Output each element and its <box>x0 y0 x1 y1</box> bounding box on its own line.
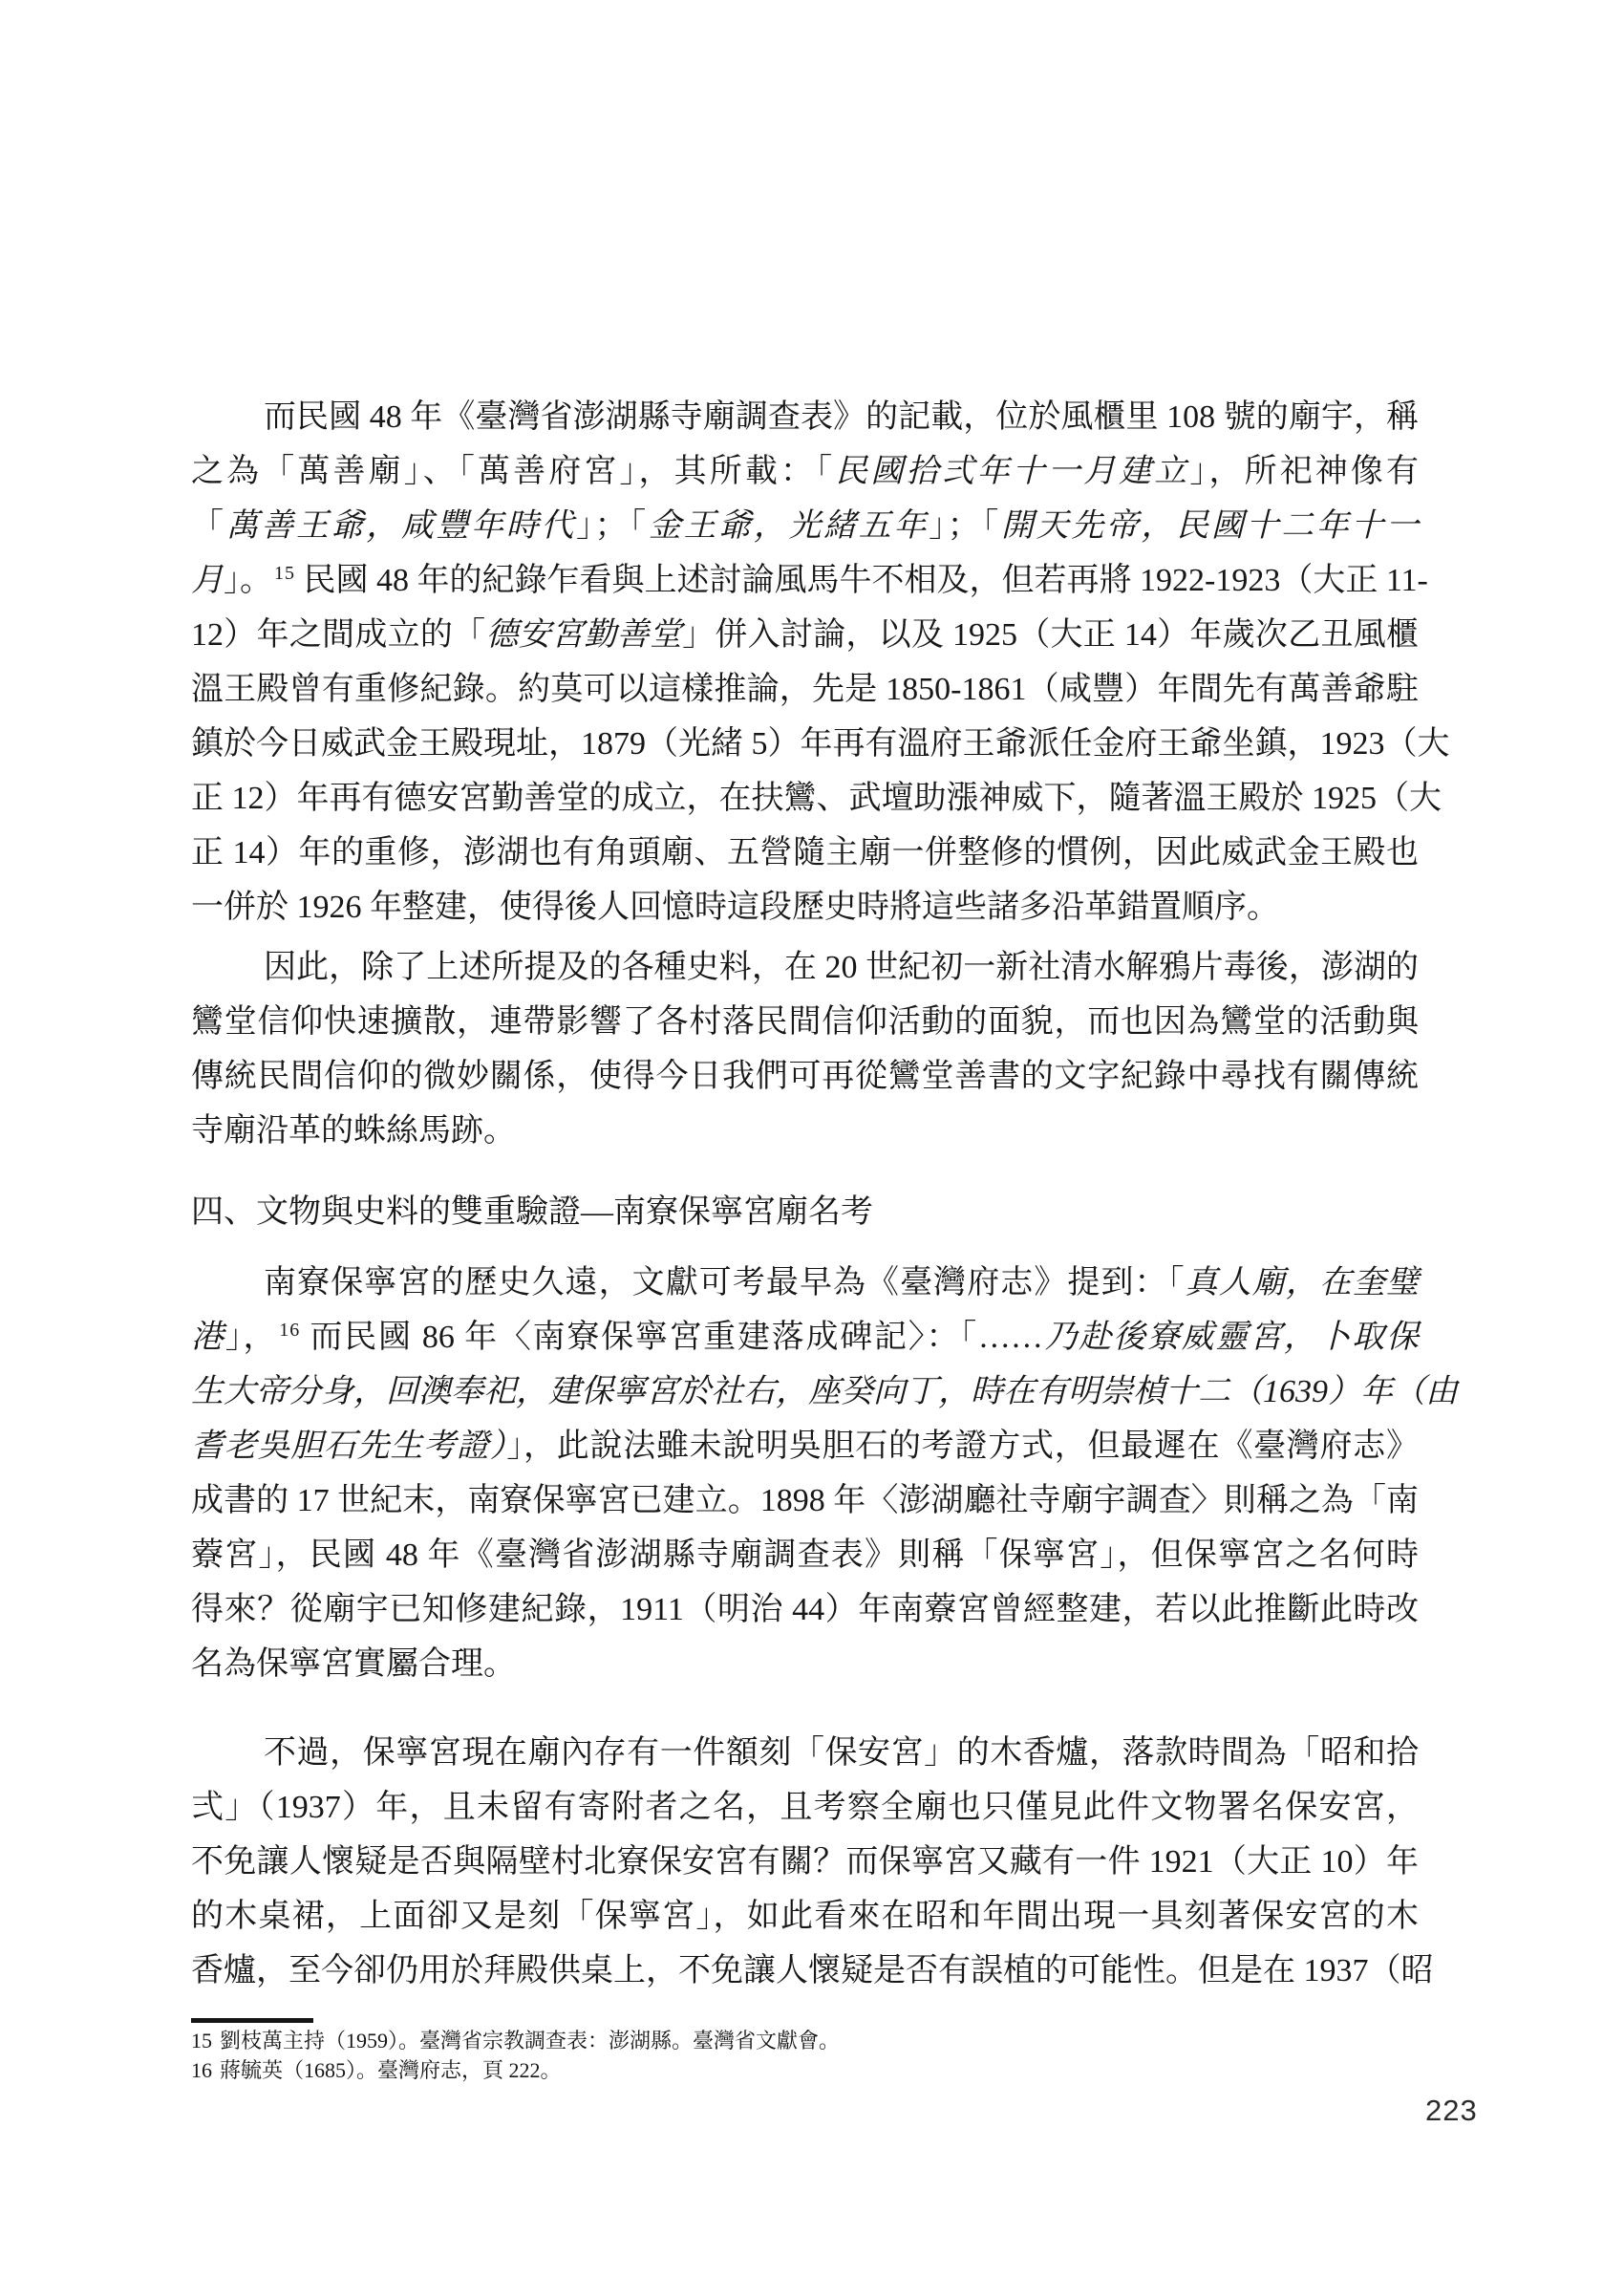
quote-segment: 乃赴後寮威靈宮，卜取保 <box>1042 1320 1420 1355</box>
text-segment: 而民國 86 年〈南寮保寧宮重建落成碑記〉：「…… <box>300 1320 1043 1355</box>
text-line <box>191 390 1419 444</box>
text-segment: 鸞堂信仰快速擴散，連帶影響了各村落民間信仰活動的面貌，而也因為鸞堂的活動與 <box>191 1004 1419 1040</box>
paragraph-1 <box>191 390 1450 935</box>
text-segment: 」。 <box>224 563 272 598</box>
text-line <box>191 1049 1419 1104</box>
text-line <box>191 1944 1434 1998</box>
text-line <box>191 826 1419 880</box>
footnotes <box>191 2026 1419 2085</box>
text-segment: 」；「 <box>576 508 649 544</box>
footnote-ref-16: 16 <box>279 1319 301 1341</box>
text-segment: 香爐，至今卻仍用於拜殿供桌上，不免讓人懷疑是否有誤植的可能性。但是在 1937（昭 <box>191 1953 1434 1988</box>
text-segment: 」併入討論，以及 1925（大正 14）年歲次乙丑風櫃 <box>682 617 1420 653</box>
text-line <box>191 940 1419 995</box>
text-segment: 之為「萬善廟」、「萬善府宮」，其所載：「 <box>191 454 836 489</box>
text-segment: 一併於 1926 年整建，使得後人回憶時這段歷史時將這些諸多沿革錯置順序。 <box>191 890 1279 925</box>
text-segment: 溫王殿曾有重修紀錄。約莫可以這樣推論，先是 1850-1861（咸豐）年間先有萬善爺駐 <box>191 672 1419 707</box>
text-line <box>191 1310 1419 1365</box>
text-segment: 南寮保寧宮的歷史久遠，文獻可考最早為《臺灣府志》提到：「 <box>264 1265 1186 1300</box>
text-segment: 的木桌裙，上面卻又是刻「保寧宮」，如此看來在昭和年間出現一具刻著保安宮的木 <box>191 1899 1419 1934</box>
paragraph-3 <box>191 1256 1458 1691</box>
text-line <box>191 1637 1419 1691</box>
footnote-number: 16 <box>191 2058 212 2082</box>
footnote-ref-15: 15 <box>274 562 295 584</box>
text-segment: 而民國 48 年《臺灣省澎湖縣寺廟調查表》的記載，位於風櫃里 108 號的廟宇，稱 <box>264 399 1419 435</box>
text-line <box>191 1365 1458 1419</box>
text-segment: 」，所祀神像有 <box>1189 454 1420 489</box>
text-line <box>191 1582 1419 1637</box>
text-line <box>191 717 1450 771</box>
footnote-text: 劉枝萬主持（1959）。臺灣省宗教調查表：澎湖縣。臺灣省文獻會。 <box>220 2029 841 2052</box>
quote-segment: 民國拾弍年十一月建立 <box>835 454 1190 489</box>
footnote-separator <box>191 2018 313 2023</box>
page-number: 223 <box>1425 2094 1478 2127</box>
text-segment: 藔宮」，民國 48 年《臺灣省澎湖縣寺廟調查表》則稱「保寧宮」，但保寧宮之名何時 <box>191 1537 1419 1573</box>
text-segment: 正 14）年的重修，澎湖也有角頭廟、五營隨主廟一併整修的慣例，因此威武金王殿也 <box>191 835 1419 870</box>
text-segment: 傳統民間信仰的微妙關係，使得今日我們可再從鸞堂善書的文字紀錄中尋找有關傳統 <box>191 1059 1419 1094</box>
quote-segment: 港 <box>191 1320 225 1355</box>
text-segment: 」；「 <box>929 508 1001 544</box>
text-line <box>191 771 1442 826</box>
text-line <box>191 499 1419 553</box>
text-segment: 」， <box>224 1320 278 1355</box>
text-line <box>191 1419 1419 1473</box>
quote-segment: 開天先帝，民國十二年十一 <box>1001 508 1420 544</box>
text-line <box>191 444 1419 499</box>
text-segment: 成書的 17 世紀末，南寮保寧宮已建立。1898 年〈澎湖廳社寺廟宇調查〉則稱之為「南 <box>191 1483 1419 1518</box>
quote-segment: 金王爺，光緒五年 <box>648 508 930 544</box>
text-line <box>191 608 1419 662</box>
text-line <box>191 1835 1419 1889</box>
text-segment: 正 12）年再有德安宮勤善堂的成立，在扶鸞、武壇助漲神威下，隨著溫王殿於 1925（大 <box>191 781 1442 816</box>
quote-segment: 萬善王爺，咸豐年時代 <box>225 508 577 544</box>
footnote-15 <box>191 2026 1419 2055</box>
text-segment: 鎮於今日威武金王殿現址，1879（光緒 5）年再有溫府王爺派任金府王爺坐鎮，1923（大 <box>191 726 1450 762</box>
text-segment: 不過，保寧宮現在廟內存有一件額刻「保安宮」的木香爐，落款時間為「昭和拾 <box>264 1735 1419 1771</box>
text-line <box>191 880 1419 935</box>
text-segment: 得來？從廟宇已知修建紀錄，1911（明治 44）年南藔宮曾經整建，若以此推斷此時改 <box>191 1592 1419 1627</box>
text-line <box>191 553 1428 608</box>
quote-segment: 耆老吳胆石先生考證） <box>191 1429 507 1464</box>
section-heading: 四、文物與史料的雙重驗證—南寮保寧宮廟名考 <box>191 1194 873 1230</box>
footnote-16 <box>191 2055 1419 2085</box>
text-segment: 「 <box>191 508 226 544</box>
text-line <box>191 1528 1419 1582</box>
text-segment: 名為保寧宮實屬合理。 <box>191 1646 516 1682</box>
quote-segment: 月 <box>191 563 224 598</box>
text-line <box>191 1104 1419 1158</box>
text-line <box>191 1780 1419 1835</box>
text-line <box>191 1889 1419 1944</box>
text-segment: 民國 48 年的紀錄乍看與上述討論風馬牛不相及，但若再將 1922-1923（大正 11- <box>295 563 1428 598</box>
text-line <box>191 995 1419 1049</box>
footnote-text: 蔣毓英（1685）。臺灣府志，頁 222。 <box>220 2058 562 2082</box>
text-segment: 弍」（1937）年，且未留有寄附者之名，且考察全廟也只僅見此件文物署名保安宮， <box>191 1790 1419 1825</box>
text-line <box>191 1256 1419 1310</box>
text-segment: 因此，除了上述所提及的各種史料，在 20 世紀初一新社清水解鴉片毒後，澎湖的 <box>264 950 1419 985</box>
footnote-number: 15 <box>191 2029 212 2052</box>
quote-segment: 德安宮勤善堂 <box>485 617 683 653</box>
text-line <box>191 662 1419 717</box>
quote-segment: 生大帝分身，回澳奉祀，建保寧宮於社右，座癸向丁，時在有明崇楨十二（1639）年（由 <box>191 1374 1458 1409</box>
paragraph-4 <box>191 1726 1434 1998</box>
quote-segment: 真人廟，在奎璧 <box>1185 1265 1420 1300</box>
text-segment: 12）年之間成立的「 <box>191 617 486 653</box>
text-segment: 」，此說法雖未說明吳胆石的考證方式，但最遲在《臺灣府志》 <box>506 1429 1419 1464</box>
text-segment: 不免讓人懷疑是否與隔壁村北寮保安宮有關？而保寧宮又藏有一件 1921（大正 10）年 <box>191 1844 1419 1880</box>
paragraph-2 <box>191 940 1419 1158</box>
text-segment: 寺廟沿革的蛛絲馬跡。 <box>191 1113 516 1149</box>
text-line <box>191 1726 1419 1780</box>
text-line <box>191 1473 1419 1528</box>
